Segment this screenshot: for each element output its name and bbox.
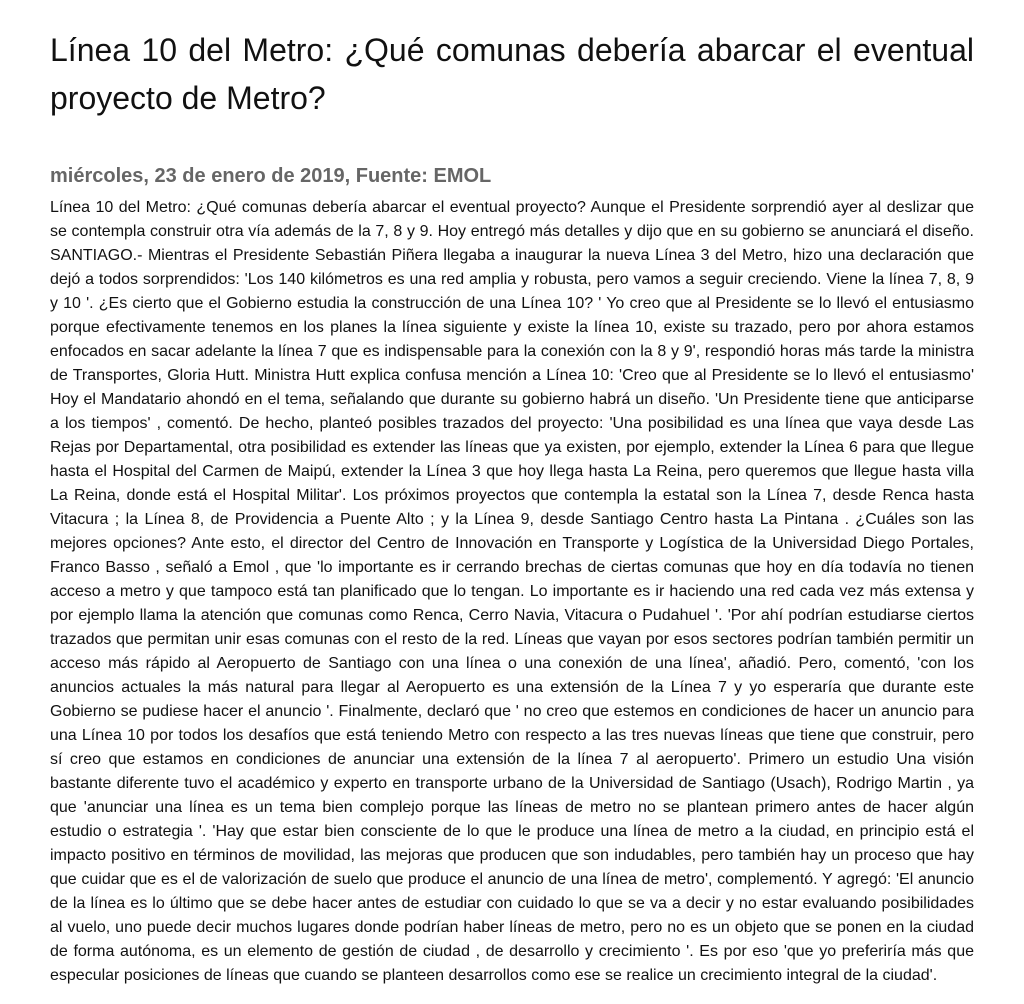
article-date-source: miércoles, 23 de enero de 2019, Fuente: EMOL [50,165,492,187]
article-title: Línea 10 del Metro: ¿Qué comunas debería abarcar el eventual proyecto de Metro? [50,32,974,116]
article-body: Línea 10 del Metro: ¿Qué comunas debería abarcar el eventual proyecto? Aunque el Presidente sorprendió ayer al deslizar que se contempla construir otra vía además de la 7, 8 y 9. Hoy entregó más detalles y dijo que en su gobierno se anunciará el diseño. SANTIAGO.- Mientras el Presidente Sebastián Piñera llegaba a inaugurar la nueva Línea 3 del Metro, hizo una declaración que dejó a todos sorprendidos: 'Los 140 kilómetros es una red amplia y robusta, pero vamos a seguir creciendo. Viene la línea 7, 8, 9 y 10 '. ¿Es cierto que el Gobierno estudia la construcción de una Línea 10? ' Yo creo que al Presidente se lo llevó el entusiasmo porque efectivamente tenemos en los planes la línea siguiente y existe la línea 10, existe su trazado, pero por ahora estamos enfocados en sacar adelante la línea 7 que es indispensable para la conexión con la 8 y 9', respondió horas más tarde la ministra de Transportes, Gloria Hutt. Ministra Hutt explica confusa mención a Línea 10: 'Creo que al Presidente se lo llevó el entusiasmo' Hoy el Mandatario ahondó en el tema, señalando que durante su gobierno habrá un diseño. 'Un Presidente tiene que anticiparse a los tiempos' , comentó. De hecho, planteó posibles trazados del proyecto: 'Una posibilidad es una línea que vaya desde Las Rejas por Departamental, otra posibilidad es extender las líneas que ya existen, por ejemplo, extender la Línea 6 para que llegue hasta el Hospital del Carmen de Maipú, extender la Línea 3 que hoy llega hasta La Reina, pero queremos que llegue hasta villa La Reina, donde está el Hospital Militar'. Los próximos proyectos que contempla la estatal son la Línea 7, desde Renca hasta Vitacura ; la Línea 8, de Providencia a Puente Alto ; y la Línea 9, desde Santiago Centro hasta La Pintana . ¿Cuáles son las mejores opciones? Ante esto, el director del Centro de Innovación en Transporte y Logística de la Universidad Diego Portales, Franco Basso , señaló a Emol , que 'lo importante es ir cerrando brechas de ciertas comunas que hoy en día todavía no tienen acceso a metro y que tampoco está tan planificado que lo tengan. Lo importante es ir haciendo una red cada vez más extensa y por ejemplo llama la atención que comunas como Renca, Cerro Navia, Vitacura o Pudahuel '. 'Por ahí podrían estudiarse ciertos trazados que permitan unir esas comunas con el resto de la red. Líneas que vayan por esos sectores podrían también permitir un acceso más rápido al Aeropuerto de Santiago con una línea o una conexión de una línea', añadió. Pero, comentó, 'con los anuncios actuales la más natural para llegar al Aeropuerto es una extensión de la Línea 7 y yo esperaría que durante este Gobierno se pudiese hacer el anuncio '. Finalmente, declaró que ' no creo que estemos en condiciones de hacer un anuncio para una Línea 10 por todos los desafíos que está teniendo Metro con respecto a las tres nuevas líneas que tiene que construir, pero sí creo que estamos en condiciones de anunciar una extensión de la línea 7 al aeropuerto'. Primero un estudio Una visión bastante diferente tuvo el académico y experto en transporte urbano de la Universidad de Santiago (Usach), Rodrigo Martin , ya que 'anunciar una línea es un tema bien complejo porque las líneas de metro no se plantean primero antes de hacer algún estudio o estrategia '. 'Hay que estar bien consciente de lo que le produce una línea de metro a la ciudad, en principio está el impacto positivo en términos de movilidad, las mejoras que producen que son indudables, pero también hay un proceso que hay que cuidar que es el de valorización de suelo que produce el anuncio de una línea de metro', complementó. Y agregó: 'El anuncio de la línea es lo último que se debe hacer antes de estudiar con cuidado lo que se va a decir y no estar evaluando posibilidades al vuelo, uno puede decir muchos lugares donde podrían haber líneas de metro, pero no es un objeto que se ponen en la ciudad de forma autónoma, es un elemento de gestión de ciudad , de desarrollo y crecimiento '. Es por eso 'que yo preferiría más que especular posiciones de líneas que cuando se planteen desarrollos como ese se realice un crecimiento integral de la ciudad'. [50,199,974,984]
